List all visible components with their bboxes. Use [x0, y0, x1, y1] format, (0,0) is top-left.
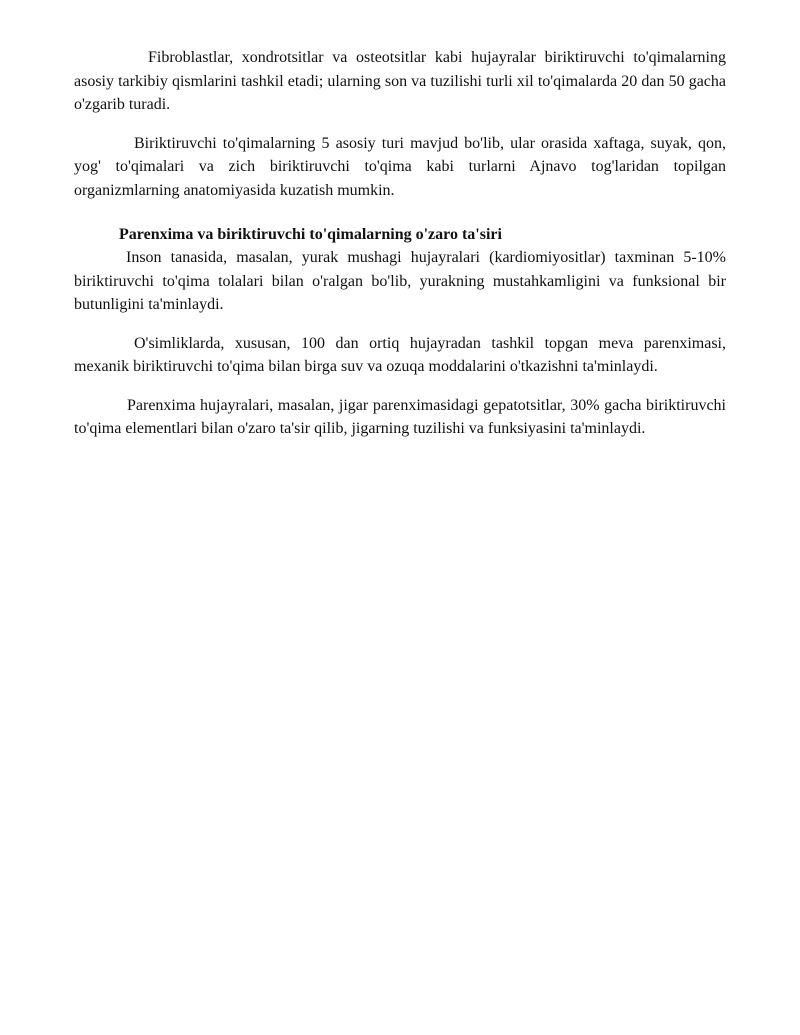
- section-heading: Parenxima va biriktiruvchi to'qimalarning o'zaro ta'siri: [119, 226, 502, 243]
- paragraph-heart-muscle: Inson tanasida, masalan, yurak mushagi hujayralari (kardiomiyositlar) taxminan 5-10% biriktiruvchi to'qima tolalari bilan o'ralgan bo'lib, yurakning mustahkamligini va funksional bir butunligini ta'minlaydi.: [74, 249, 726, 313]
- document-page: [74, 46, 726, 441]
- paragraph-liver: Parenxima hujayralari, masalan, jigar parenximasidagi gepatotsitlar, 30% gacha biriktiruvchi to'qima elementlari bilan o'zaro ta'sir qilib, jigarning tuzilishi va funksiyasini ta'minlaydi.: [74, 396, 726, 437]
- paragraph-connective-tissue-types: Biriktiruvchi to'qimalarning 5 asosiy turi mavjud bo'lib, ular orasida xaftaga, suyak, qon, yog' to'qimalari va zich biriktiruvchi to'qima kabi turlarni Ajnavo tog'laridan topilgan organizmlarning anatomiyasida kuzatish mumkin.: [74, 134, 726, 199]
- paragraph-plants: O'simliklarda, xususan, 100 dan ortiq hujayradan tashkil topgan meva parenximasi, mexanik biriktiruvchi to'qima bilan birga suv va ozuqa moddalarini o'tkazishni ta'minlaydi.: [74, 334, 726, 375]
- paragraph-fibroblasts: Fibroblastlar, xondrotsitlar va osteotsitlar kabi hujayralar biriktiruvchi to'qimalarning asosiy tarkibiy qismlarini tashkil etadi; ularning son va tuzilishi turli xil to'qimalarda 20 dan 50 gacha o'zgarib turadi.: [74, 49, 726, 113]
